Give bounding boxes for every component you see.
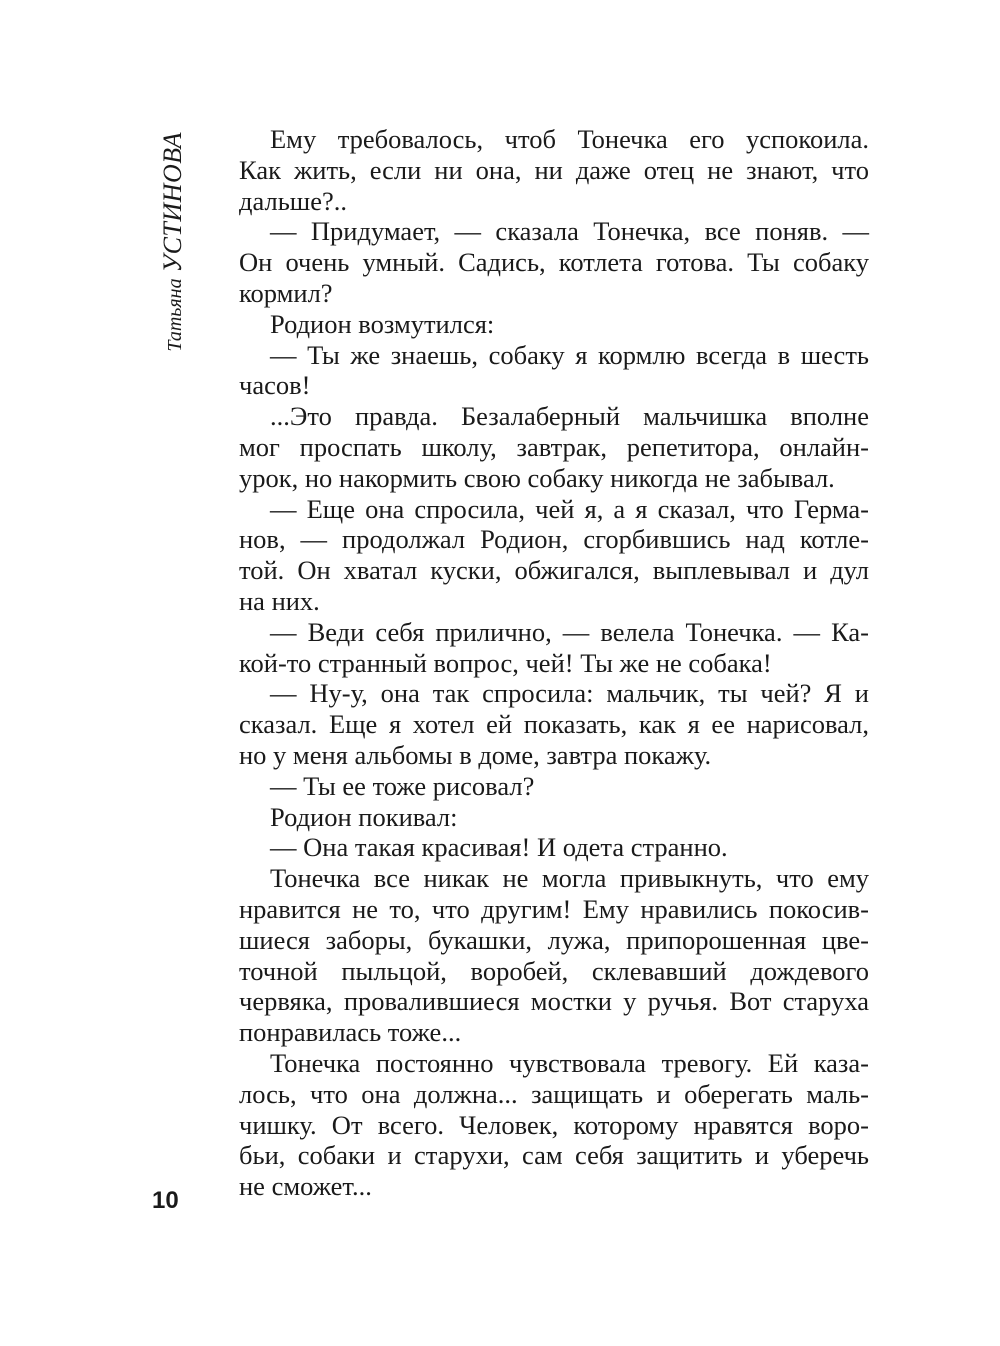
running-head-text	[153, 132, 193, 364]
text-line: — Она такая красивая! И одета странно.	[270, 832, 728, 863]
text-line: но у меня альбомы в доме, завтра покажу.	[239, 739, 712, 770]
text-line: бьи, собаки и старухи, сам себя защитить и уберечь	[239, 1140, 869, 1171]
text-line: Тонечка все никак не могла привыкнуть, что ему	[270, 863, 869, 894]
text-line: урок, но накормить свою собаку никогда не забывал.	[239, 462, 835, 493]
text-line: — Веди себя прилично, — велела Тонечка. — Ка-	[270, 616, 869, 647]
text-line: дальше?..	[239, 185, 347, 216]
text-line: на них.	[239, 585, 320, 616]
text-line: лось, что она должна... защищать и оберегать маль-	[239, 1078, 869, 1109]
text-line: шиеся заборы, букашки, лужа, припорошенная цве-	[239, 924, 869, 955]
text-line: не сможет...	[239, 1171, 372, 1202]
text-line: — Ты ее тоже рисовал?	[270, 770, 535, 801]
text-line: сказал. Еще я хотел ей показать, как я ее нарисовал,	[239, 709, 869, 740]
text-line: кормил?	[239, 277, 333, 308]
text-line: нравится не то, что другим! Ему нравились покосив-	[239, 893, 869, 924]
page-number: 10	[152, 1187, 179, 1214]
text-line: — Ну-у, она так спросила: мальчик, ты чей? Я и	[270, 678, 869, 709]
running-head-author: Татьяна	[164, 278, 186, 352]
text-line: — Придумает, — сказала Тонечка, все поняв. —	[270, 216, 869, 247]
text-line: чишку. От всего. Человек, которому нравятся воро-	[239, 1109, 869, 1140]
text-line: червяка, провалившиеся мостки у ручья. Вот старуха	[239, 986, 869, 1017]
text-line: ...Это правда. Безалаберный мальчишка вполне	[270, 401, 869, 432]
text-line: Тонечка постоянно чувствовала тревогу. Ей каза-	[270, 1047, 869, 1078]
text-line: точной пыльцой, воробей, склевавший дождевого	[239, 955, 869, 986]
running-head-title: УСТИНОВА	[158, 132, 187, 273]
text-line: нов, — продолжал Родион, сгорбившись над котле-	[239, 524, 869, 555]
running-head	[153, 132, 193, 364]
text-line: Ему требовалось, чтоб Тонечка его успокоила.	[270, 124, 869, 154]
text-line: той. Он хватал куски, обжигался, выплевывал и дул	[239, 555, 869, 586]
text-line: Он очень умный. Садись, котлета готова. Ты собаку	[239, 247, 869, 278]
text-line: мог проспать школу, завтрак, репетитора, онлайн-	[239, 431, 869, 462]
text-line: Родион возмутился:	[270, 308, 495, 339]
text-line: часов!	[239, 370, 311, 401]
text-line: Родион покивал:	[270, 801, 458, 832]
body-text	[239, 124, 869, 1202]
text-line: — Еще она спросила, чей я, а я сказал, что Герма-	[270, 493, 869, 524]
text-line: кой-то странный вопрос, чей! Ты же не собака!	[239, 647, 772, 678]
text-line: понравилась тоже...	[239, 1017, 462, 1048]
text-line: — Ты же знаешь, собаку я кормлю всегда в шесть	[270, 339, 869, 370]
text-line: Как жить, если ни она, ни даже отец не знают, что	[239, 154, 869, 185]
